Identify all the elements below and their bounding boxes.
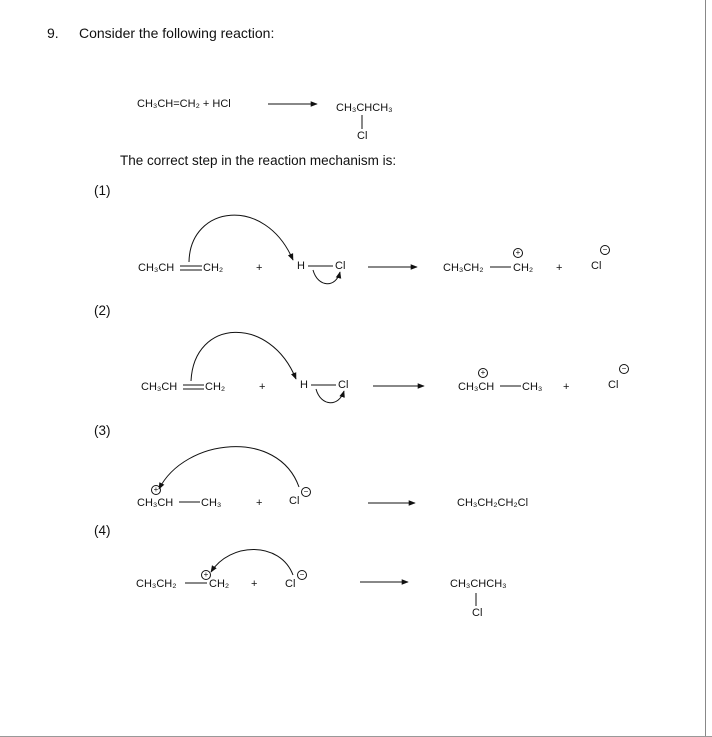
reaction-product-substituent: Cl [357, 130, 368, 142]
option-4-cation-left: CH₃CH₂ [136, 578, 177, 590]
option-4-curved-arrow [211, 549, 293, 575]
option-1-plus: + [256, 262, 263, 274]
option-1-plus-2: + [556, 262, 563, 274]
option-3-positive-charge: + [151, 485, 161, 495]
option-2-negative-charge: − [619, 364, 629, 374]
option-4-negative-charge: − [297, 570, 307, 580]
option-4-product-substituent: Cl [472, 607, 483, 619]
option-3-product: CH₃CH₂CH₂Cl [457, 497, 529, 509]
option-4-label[interactable]: (4) [94, 523, 111, 538]
option-2-plus-2: + [563, 381, 570, 393]
option-3-cation-right: CH₃ [201, 497, 222, 509]
option-2-chloride-ion: Cl [608, 379, 619, 391]
option-4-positive-charge: + [201, 570, 211, 580]
option-4-cation-right: CH₂ [209, 578, 230, 590]
option-2-curved-arrow-bond [316, 389, 344, 403]
option-1-chlorine: Cl [335, 260, 346, 272]
option-1-curved-arrow-bond [313, 270, 340, 284]
option-1-alkene-right: CH₂ [203, 262, 224, 274]
option-1-alkene-left: CH₃CH [138, 262, 175, 274]
option-1-chloride-ion: Cl [591, 260, 602, 272]
option-2-product-left: CH₃CH [458, 381, 495, 393]
option-1-negative-charge: − [600, 245, 610, 255]
option-2-positive-charge: + [478, 368, 488, 378]
option-2-hydrogen: H [300, 379, 308, 391]
option-1-positive-charge: + [513, 248, 523, 258]
option-1-product-right: CH₂ [513, 262, 534, 274]
option-1-product-left: CH₃CH₂ [443, 262, 484, 274]
option-1-curved-arrow-pi [189, 215, 293, 262]
option-1-hydrogen: H [297, 260, 305, 272]
reaction-product: CH₃CHCH₃ [336, 102, 393, 114]
option-4-chloride-ion: Cl [285, 578, 296, 590]
question-number: 9. [47, 25, 59, 41]
instruction-text: The correct step in the reaction mechanism is: [120, 153, 397, 168]
option-2-curved-arrow-pi [191, 332, 296, 381]
reaction-reactants: CH₃CH=CH₂ + HCl [137, 98, 231, 110]
option-2-product-right: CH₃ [522, 381, 543, 393]
option-3-plus: + [256, 497, 263, 509]
option-3-curved-arrow [159, 447, 299, 489]
option-3-label[interactable]: (3) [94, 423, 111, 438]
option-3-cation-left: CH₃CH [137, 497, 174, 509]
option-1-label[interactable]: (1) [94, 183, 111, 198]
option-4-product: CH₃CHCH₃ [450, 578, 507, 590]
option-2-alkene-left: CH₃CH [141, 381, 178, 393]
option-2-plus: + [259, 381, 266, 393]
option-2-alkene-right: CH₂ [205, 381, 226, 393]
question-prompt: Consider the following reaction: [79, 25, 275, 41]
option-4-plus: + [251, 578, 258, 590]
option-3-chloride-ion: Cl [289, 495, 300, 507]
option-3-negative-charge: − [301, 487, 311, 497]
option-2-label[interactable]: (2) [94, 303, 111, 318]
option-2-chlorine: Cl [338, 379, 349, 391]
